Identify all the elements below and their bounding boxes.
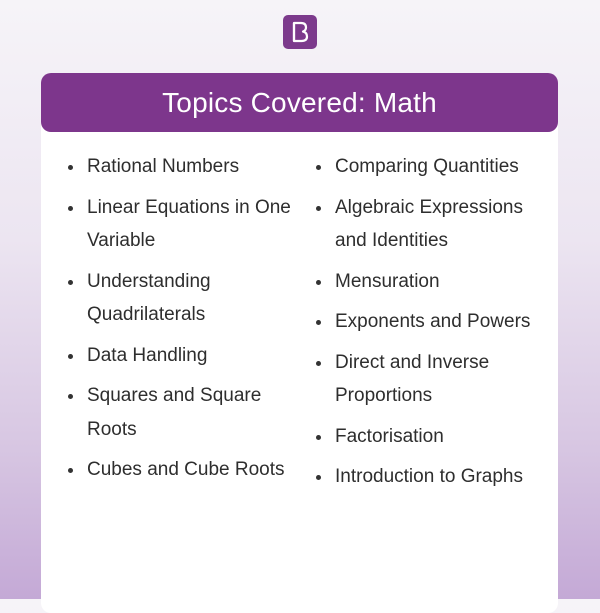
topic-item: Comparing Quantities	[335, 150, 555, 184]
brand-logo-icon	[283, 15, 317, 49]
topic-item: Cubes and Cube Roots	[87, 453, 302, 487]
page-title: Topics Covered: Math	[162, 86, 437, 118]
topic-item: Exponents and Powers	[335, 305, 555, 339]
topic-item: Algebraic Expressions and Identities	[335, 191, 555, 258]
b-letter-icon	[290, 21, 310, 43]
topic-item: Factorisation	[335, 420, 555, 454]
topics-list-right	[335, 150, 555, 501]
topics-header	[41, 73, 558, 132]
topic-item: Understanding Quadrilaterals	[87, 265, 302, 332]
topic-item: Linear Equations in One Variable	[87, 191, 302, 258]
topic-item: Data Handling	[87, 339, 302, 373]
topic-item: Squares and Square Roots	[87, 379, 302, 446]
topic-item: Introduction to Graphs	[335, 460, 555, 494]
topic-item: Mensuration	[335, 265, 555, 299]
topics-list-left	[87, 150, 302, 494]
topic-item: Rational Numbers	[87, 150, 302, 184]
topic-item: Direct and Inverse Proportions	[335, 346, 555, 413]
